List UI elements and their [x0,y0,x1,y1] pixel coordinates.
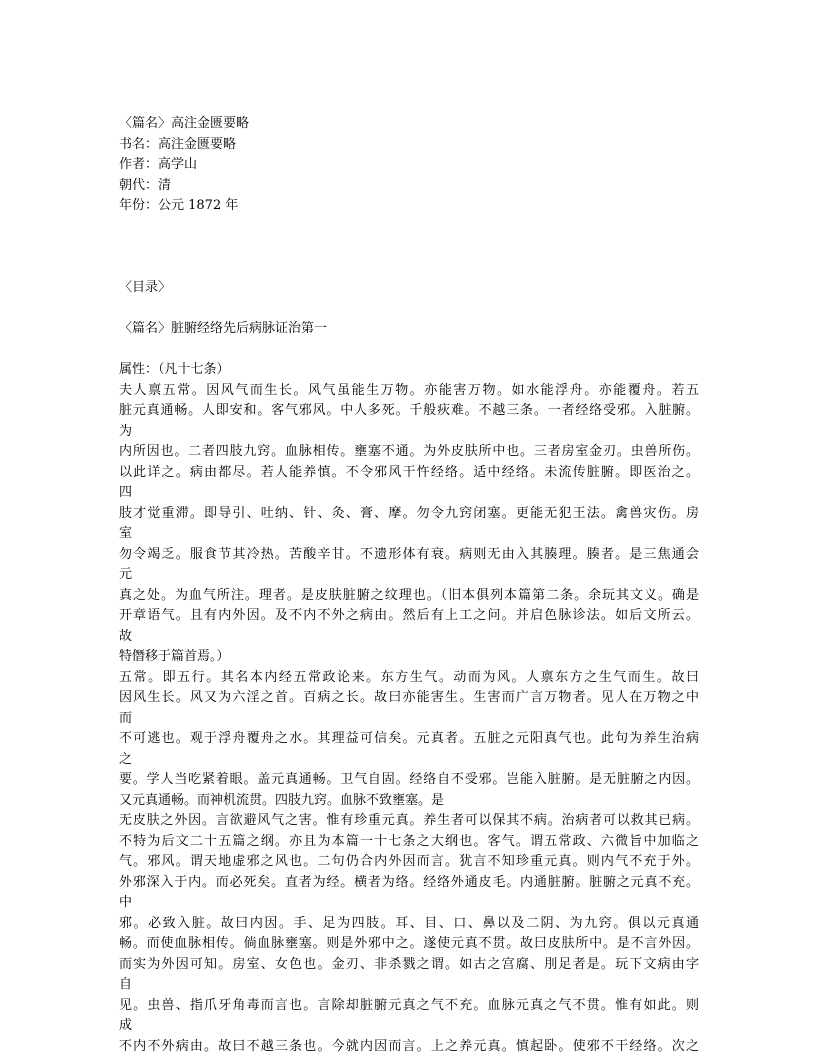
text-line: 又元真通畅。而神机流贯。四肢九窍。血脉不致壅塞。是 [119,791,699,812]
chapter-heading: 〈篇名〉高注金匮要略 [119,114,699,135]
text-line: 不特为后文二十五篇之纲。亦且为本篇一十七条之大纲也。客气。谓五常政、六微旨中加临之 [119,832,699,853]
text-line: 以此详之。病由都尽。若人能养慎。不令邪风干忤经络。适中经络。未流传脏腑。即医治之。 [119,463,699,484]
table-of-contents-heading: 〈目录〉 [119,278,699,299]
text-line: 真之处。为血气所注。理者。是皮肤脏腑之纹理也。（旧本俱列本篇第二条。余玩其文义。确是 [119,586,699,607]
text-line: 而 [119,709,699,730]
text-line: 成 [119,1016,699,1037]
text-line: 特僭移于篇首焉。） [119,647,699,668]
author: 作者：高学山 [119,155,699,176]
spacer [119,237,699,258]
spacer [119,299,699,320]
dynasty: 朝代：清 [119,176,699,197]
text-line: 夫人禀五常。因风气而生长。风气虽能生万物。亦能害万物。如水能浮舟。亦能覆舟。若五 [119,381,699,402]
year: 年份：公元 1872 年 [119,196,699,217]
text-line: 自 [119,975,699,996]
text-line: 脏元真通畅。人即安和。客气邪风。中人多死。千般疢难。不越三条。一者经络受邪。入脏腑。 [119,401,699,422]
text-line: 要。学人当吃紧着眼。盖元真通畅。卫气自固。经络自不受邪。岂能入脏腑。是无脏腑之内因。 [119,770,699,791]
text-line: 外邪深入于内。而必死矣。直者为经。横者为络。经络外通皮毛。内通脏腑。脏腑之元真不充。 [119,873,699,894]
text-line: 因风生长。风又为六淫之首。百病之长。故曰亦能害生。生害而广言万物者。见人在万物之中 [119,688,699,709]
text-line: 之 [119,750,699,771]
text-line: 见。虫兽、指爪牙角毒而言也。言除却脏腑元真之气不充。血脉元真之气不贯。惟有如此。则 [119,996,699,1017]
document-page [119,114,699,1057]
attribute-line: 属性：（凡十七条） [119,360,699,381]
text-line: 畅。而使血脉相传。倘血脉壅塞。则是外邪中之。遂使元真不贯。故曰皮肤所中。是不言外因。 [119,934,699,955]
text-line: 中 [119,893,699,914]
text-line: 四 [119,483,699,504]
book-name: 书名：高注金匮要略 [119,135,699,156]
text-line: 室 [119,524,699,545]
text-line: 肢才觉重滞。即导引、吐纳、针、灸、膏、摩。勿令九窍闭塞。更能无犯王法。禽兽灾伤。房 [119,504,699,525]
text-line: 为 [119,422,699,443]
spacer [119,258,699,279]
text-line: 无皮肤之外因。言欲避风气之害。惟有珍重元真。养生者可以保其不病。治病者可以救其已病。 [119,811,699,832]
chapter-title: 〈篇名〉脏腑经络先后病脉证治第一 [119,319,699,340]
text-line: 而实为外因可知。房室、女色也。金刃、非杀戮之谓。如古之宫腐、刖足者是。玩下文病由字 [119,955,699,976]
text-line: 五常。即五行。其名本内经五常政论来。东方生气。动而为风。人禀东方之生气而生。故曰 [119,668,699,689]
text-line: 故 [119,627,699,648]
text-line: 开章语气。且有内外因。及不内不外之病由。然后有上工之问。并启色脉诊法。如后文所云。 [119,606,699,627]
text-line: 元 [119,565,699,586]
text-line: 气。邪风。谓天地虚邪之风也。二句仍合内外因而言。犹言不知珍重元真。则内气不充于外。 [119,852,699,873]
spacer [119,340,699,361]
text-line: 勿令竭乏。服食节其冷热。苦酸辛甘。不遗形体有衰。病则无由入其腠理。腠者。是三焦通会 [119,545,699,566]
text-line: 邪。必致入脏。故曰内因。手、足为四肢。耳、目、口、鼻以及二阴、为九窍。俱以元真通 [119,914,699,935]
text-line: 不内不外病由。故曰不越三条也。今就内因而言。上之养元真。慎起卧。使邪不干经络。次之 [119,1037,699,1057]
body-text [119,381,699,1057]
text-line: 内所因也。二者四肢九窍。血脉相传。壅塞不通。为外皮肤所中也。三者房室金刃。虫兽所伤。 [119,442,699,463]
spacer [119,217,699,238]
text-line: 不可逃也。观于浮舟覆舟之水。其理益可信矣。元真者。五脏之元阳真气也。此句为养生治病 [119,729,699,750]
